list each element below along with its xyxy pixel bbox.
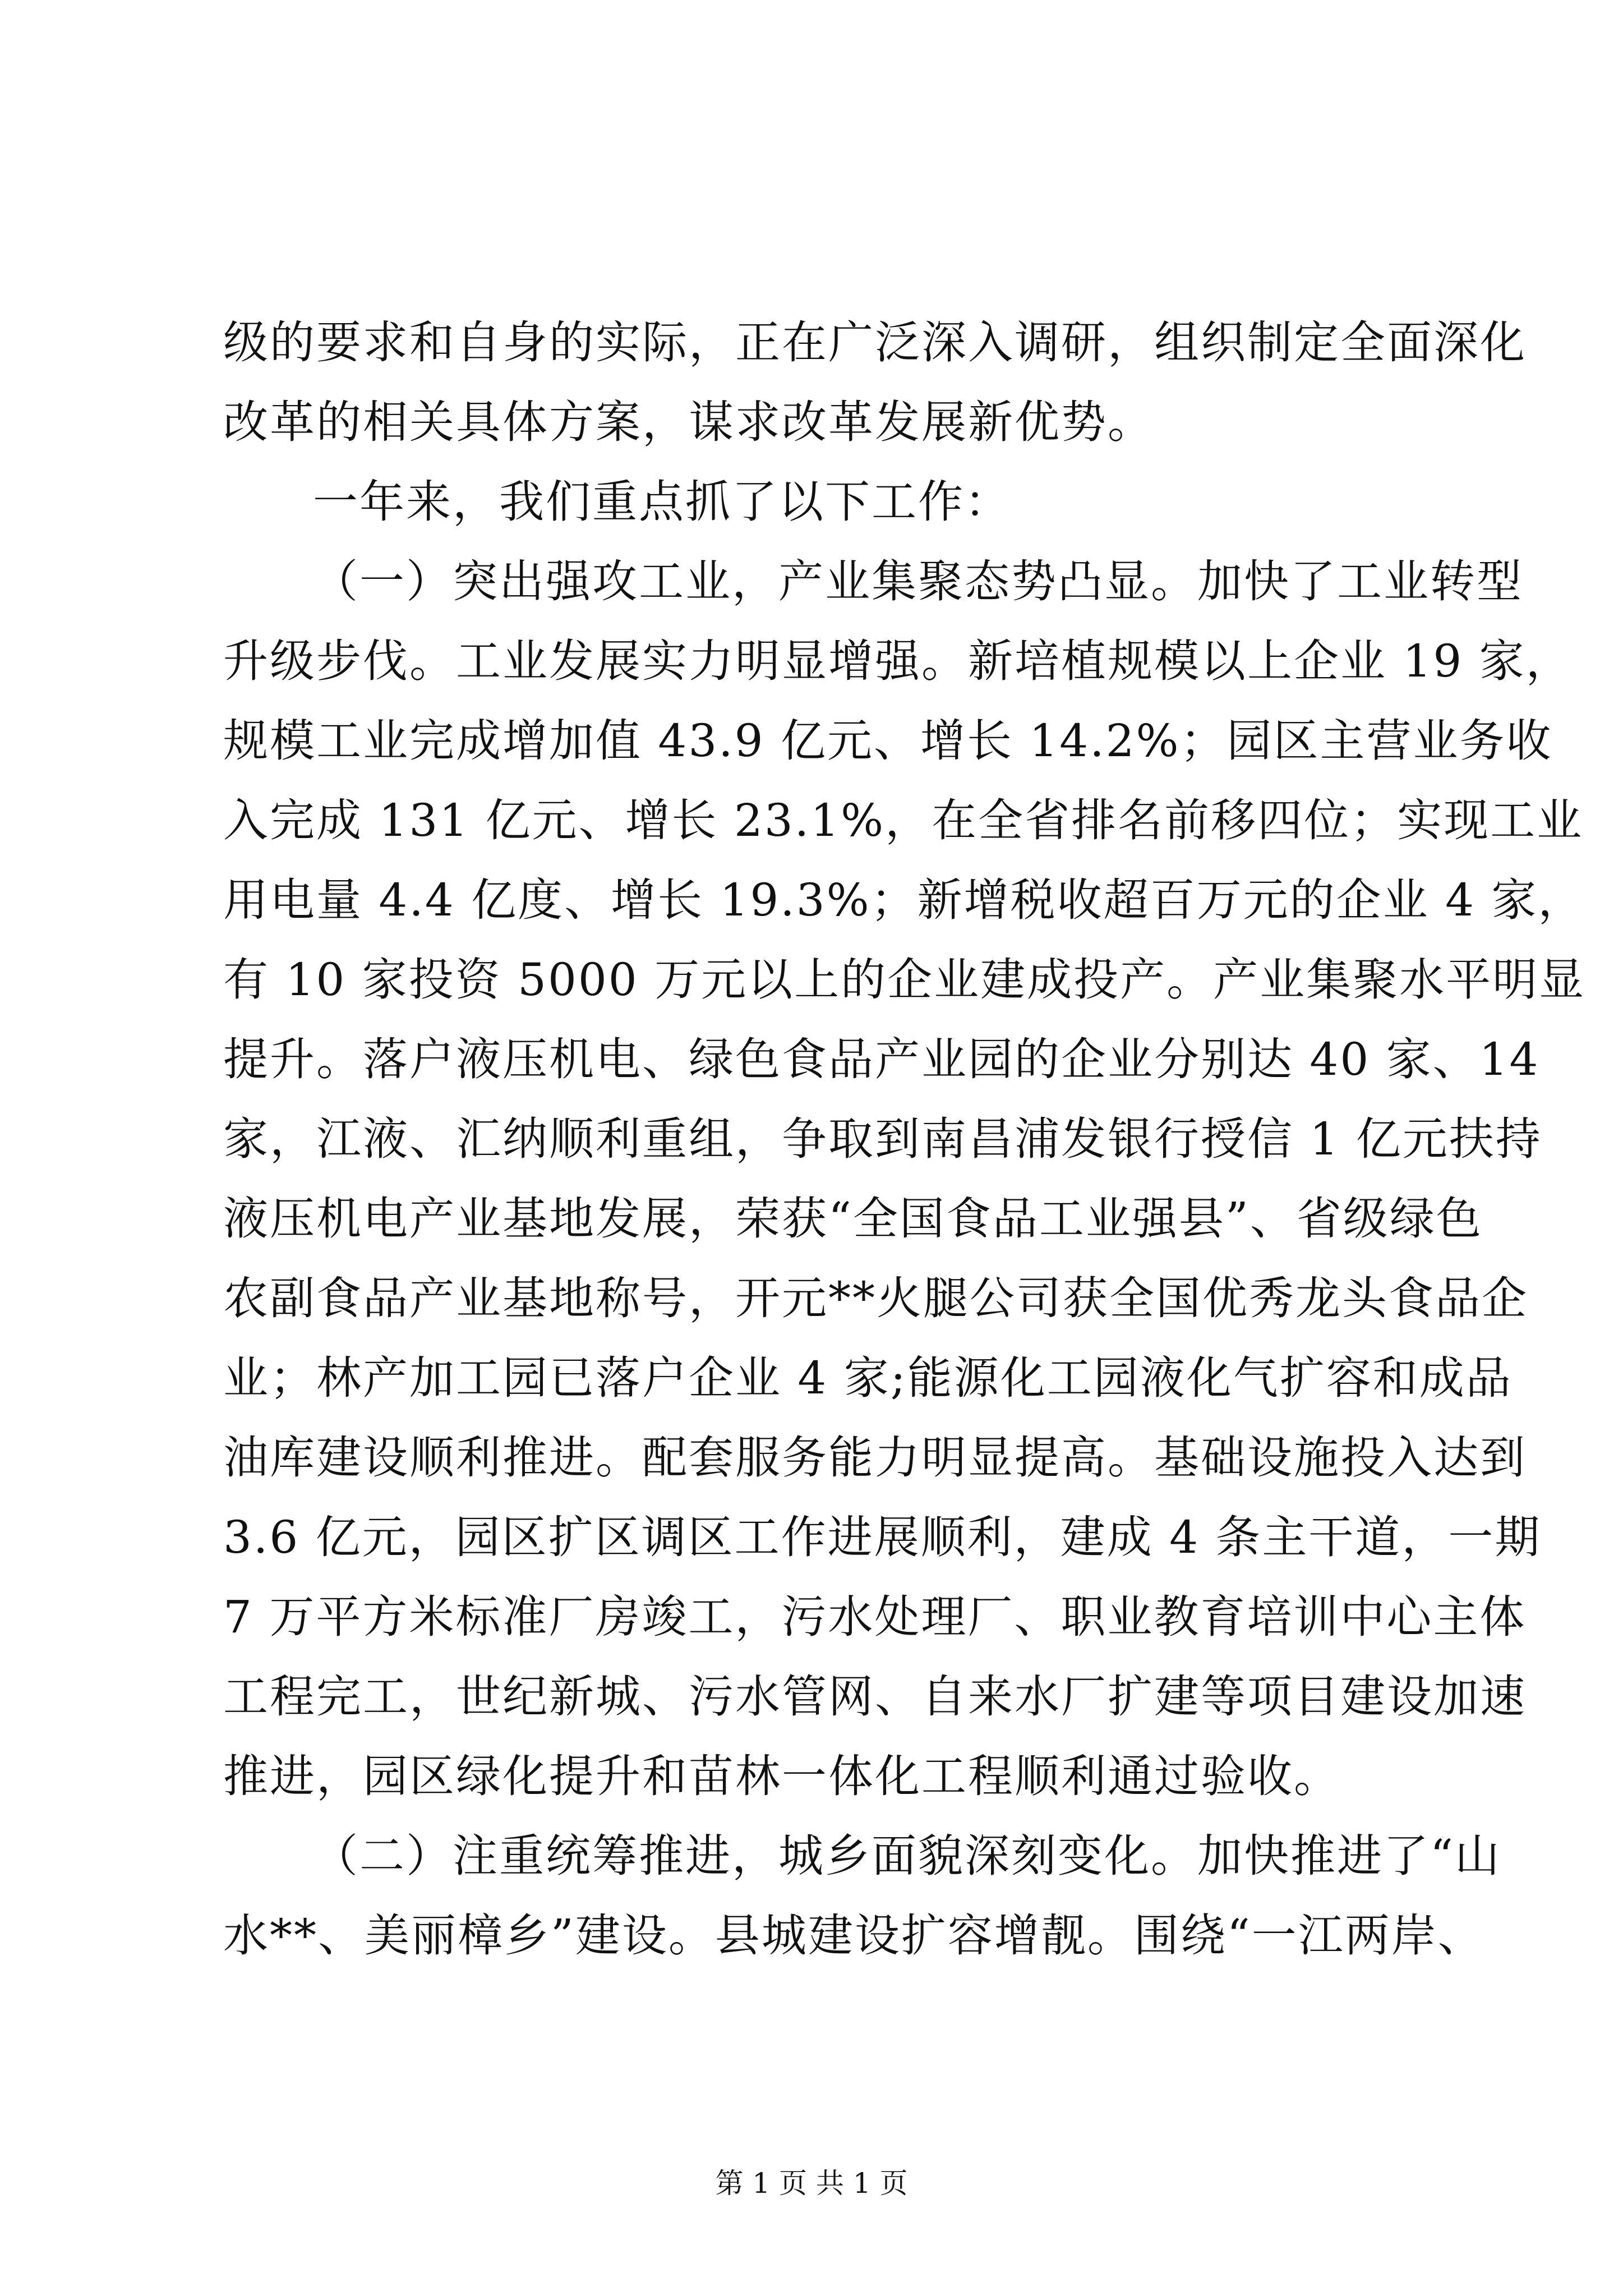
text-line: 级的要求和自身的实际，正在广泛深入调研，组织制定全面深化 xyxy=(223,316,1527,369)
text-line: 升级步伐。工业发展实力明显增强。新培植规模以上企业 19 家， xyxy=(223,635,1573,687)
text-line: 提升。落户液压机电、绿色食品产业园的企业分别达 40 家、14 xyxy=(223,1033,1540,1085)
text-line: 工程完工，世纪新城、污水管网、自来水厂扩建等项目建设加速 xyxy=(223,1671,1527,1723)
text-line: 农副食品产业基地称号，开元**火腿公司获全国优秀龙头食品企 xyxy=(223,1272,1528,1324)
text-line: （一）突出强攻工业，产业集聚态势凸显。加快了工业转型 xyxy=(313,555,1523,608)
text-line: 水**、美丽樟乡”建设。县城建设扩容增靓。围绕“一江两岸、 xyxy=(223,1910,1484,1962)
text-line: 油库建设顺利推进。配套服务能力明显提高。基础设施投入达到 xyxy=(223,1432,1527,1484)
text-line: 一年来，我们重点抓了以下工作： xyxy=(313,476,1011,528)
text-line: 7 万平方米标准厂房竣工，污水处理厂、职业教育培训中心主体 xyxy=(223,1591,1527,1643)
page-footer: 第 1 页 共 1 页 xyxy=(715,2167,908,2200)
text-line: 业；林产加工园已落户企业 4 家;能源化工园液化气扩容和成品 xyxy=(223,1352,1513,1404)
text-line: 液压机电产业基地发展，荣获“全国食品工业强县”、省级绿色 xyxy=(223,1193,1483,1245)
text-line: 入完成 131 亿元、增长 23.1%，在全省排名前移四位；实现工业 xyxy=(223,794,1584,846)
text-line: 有 10 家投资 5000 万元以上的企业建成投产。产业集聚水平明显 xyxy=(223,954,1586,1006)
text-line: 改革的相关具体方案，谋求改革发展新优势。 xyxy=(223,396,1154,448)
text-line: 规模工业完成增加值 43.9 亿元、增长 14.2%；园区主营业务收 xyxy=(223,715,1553,767)
text-line: 推进，园区绿化提升和苗林一体化工程顺利通过验收。 xyxy=(223,1750,1340,1802)
text-line: （二）注重统筹推进，城乡面貌深刻变化。加快推进了“山 xyxy=(313,1830,1501,1882)
document-body xyxy=(223,303,1586,1976)
text-line: 家，江液、汇纳顺利重组，争取到南昌浦发银行授信 1 亿元扶持 xyxy=(223,1113,1542,1165)
text-line: 用电量 4.4 亿度、增长 19.3%；新增税收超百万元的企业 4 家， xyxy=(223,874,1585,926)
text-line: 3.6 亿元，园区扩区调区工作进展顺利，建成 4 条主干道，一期 xyxy=(223,1511,1542,1563)
